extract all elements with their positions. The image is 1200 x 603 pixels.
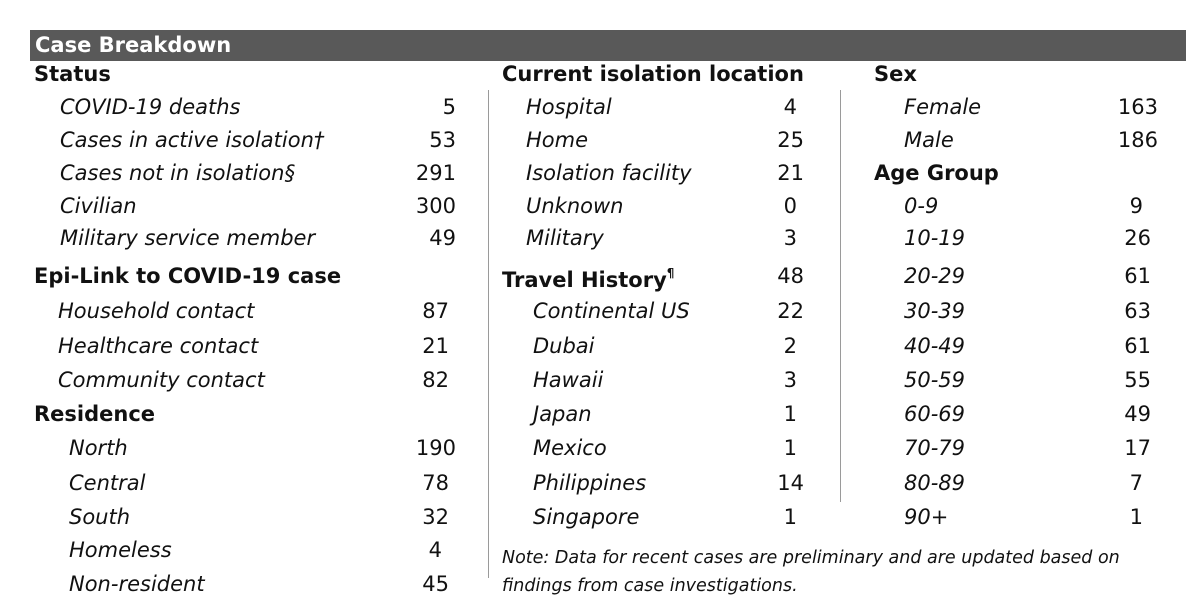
status-value-military: 49 <box>429 226 456 250</box>
epilink-value-healthcare: 21 <box>422 334 449 358</box>
isolation-label-military: Military <box>526 226 604 250</box>
isolation-value-facility: 21 <box>777 161 804 185</box>
status-label-active-isolation: Cases in active isolation† <box>60 128 325 152</box>
age-value-60-69: 49 <box>1124 402 1151 426</box>
epilink-label-community: Community contact <box>58 368 265 392</box>
status-value-active-isolation: 53 <box>429 128 456 152</box>
travel-value-hawaii: 3 <box>783 368 797 392</box>
age-header: Age Group <box>874 161 999 185</box>
age-value-20-29: 61 <box>1124 264 1151 288</box>
travel-header <box>502 259 674 291</box>
epilink-header: Epi-Link to COVID-19 case <box>34 264 342 288</box>
age-label-50-59: 50-59 <box>904 368 966 392</box>
residence-value-south: 32 <box>422 505 449 529</box>
travel-value-japan: 1 <box>783 402 797 426</box>
status-label-civilian: Civilian <box>60 194 137 218</box>
column-divider-left <box>488 90 489 578</box>
travel-header-text: Travel History <box>502 268 667 292</box>
residence-label-homeless: Homeless <box>69 538 172 562</box>
footnote: Note: Data for recent cases are preliminary and are updated based on findings from case investigations. <box>502 548 1120 596</box>
isolation-label-home: Home <box>526 128 589 152</box>
travel-total: 48 <box>777 264 804 288</box>
age-label-20-29: 20-29 <box>904 264 966 288</box>
age-label-90-plus: 90+ <box>904 505 949 529</box>
sex-header: Sex <box>874 62 917 86</box>
isolation-value-military: 3 <box>783 226 797 250</box>
age-value-70-79: 17 <box>1124 436 1151 460</box>
epilink-value-community: 82 <box>422 368 449 392</box>
status-header: Status <box>34 62 111 86</box>
travel-label-continental-us: Continental US <box>533 299 690 323</box>
age-label-30-39: 30-39 <box>904 299 966 323</box>
age-label-10-19: 10-19 <box>904 226 966 250</box>
status-label-not-isolation: Cases not in isolation§ <box>60 161 295 185</box>
residence-value-nonresident: 45 <box>422 572 449 596</box>
travel-label-singapore: Singapore <box>533 505 640 529</box>
status-value-not-isolation: 291 <box>415 161 456 185</box>
status-label-deaths: COVID-19 deaths <box>60 95 241 119</box>
status-label-military: Military service member <box>60 226 316 250</box>
travel-label-philippines: Philippines <box>533 471 647 495</box>
epilink-value-household: 87 <box>422 299 449 323</box>
epilink-label-healthcare: Healthcare contact <box>58 334 259 358</box>
age-label-40-49: 40-49 <box>904 334 966 358</box>
age-label-80-89: 80-89 <box>904 471 966 495</box>
sex-label-male: Male <box>904 128 954 152</box>
residence-value-homeless: 4 <box>428 538 442 562</box>
travel-label-dubai: Dubai <box>533 334 595 358</box>
travel-value-dubai: 2 <box>783 334 797 358</box>
residence-label-south: South <box>69 505 131 529</box>
residence-header: Residence <box>34 402 156 426</box>
residence-label-central: Central <box>69 471 146 495</box>
travel-value-singapore: 1 <box>783 505 797 529</box>
section-banner: Case Breakdown <box>30 30 1186 61</box>
age-label-0-9: 0-9 <box>904 194 939 218</box>
travel-label-mexico: Mexico <box>533 436 607 460</box>
travel-label-japan: Japan <box>533 402 592 426</box>
age-label-60-69: 60-69 <box>904 402 966 426</box>
isolation-value-home: 25 <box>777 128 804 152</box>
travel-value-mexico: 1 <box>783 436 797 460</box>
status-value-civilian: 300 <box>415 194 456 218</box>
age-value-0-9: 9 <box>1129 194 1143 218</box>
residence-label-north: North <box>69 436 128 460</box>
sex-value-male: 186 <box>1117 128 1158 152</box>
age-value-10-19: 26 <box>1124 226 1151 250</box>
isolation-label-unknown: Unknown <box>526 194 624 218</box>
sex-label-female: Female <box>904 95 982 119</box>
status-value-deaths: 5 <box>442 95 456 119</box>
travel-value-continental-us: 22 <box>777 299 804 323</box>
pilcrow-icon: ¶ <box>666 266 675 280</box>
column-divider-right <box>840 90 841 502</box>
travel-value-philippines: 14 <box>777 471 804 495</box>
isolation-label-facility: Isolation facility <box>526 161 692 185</box>
isolation-value-hospital: 4 <box>783 95 797 119</box>
isolation-value-unknown: 0 <box>783 194 797 218</box>
isolation-header: Current isolation location <box>502 62 804 86</box>
age-value-50-59: 55 <box>1124 368 1151 392</box>
residence-value-north: 190 <box>415 436 456 460</box>
age-value-90-plus: 1 <box>1129 505 1143 529</box>
age-value-80-89: 7 <box>1129 471 1143 495</box>
age-value-40-49: 61 <box>1124 334 1151 358</box>
age-label-70-79: 70-79 <box>904 436 966 460</box>
residence-label-nonresident: Non-resident <box>69 572 205 596</box>
travel-label-hawaii: Hawaii <box>533 368 604 392</box>
sex-value-female: 163 <box>1117 95 1158 119</box>
residence-value-central: 78 <box>422 471 449 495</box>
epilink-label-household: Household contact <box>58 299 255 323</box>
age-value-30-39: 63 <box>1124 299 1151 323</box>
isolation-label-hospital: Hospital <box>526 95 612 119</box>
